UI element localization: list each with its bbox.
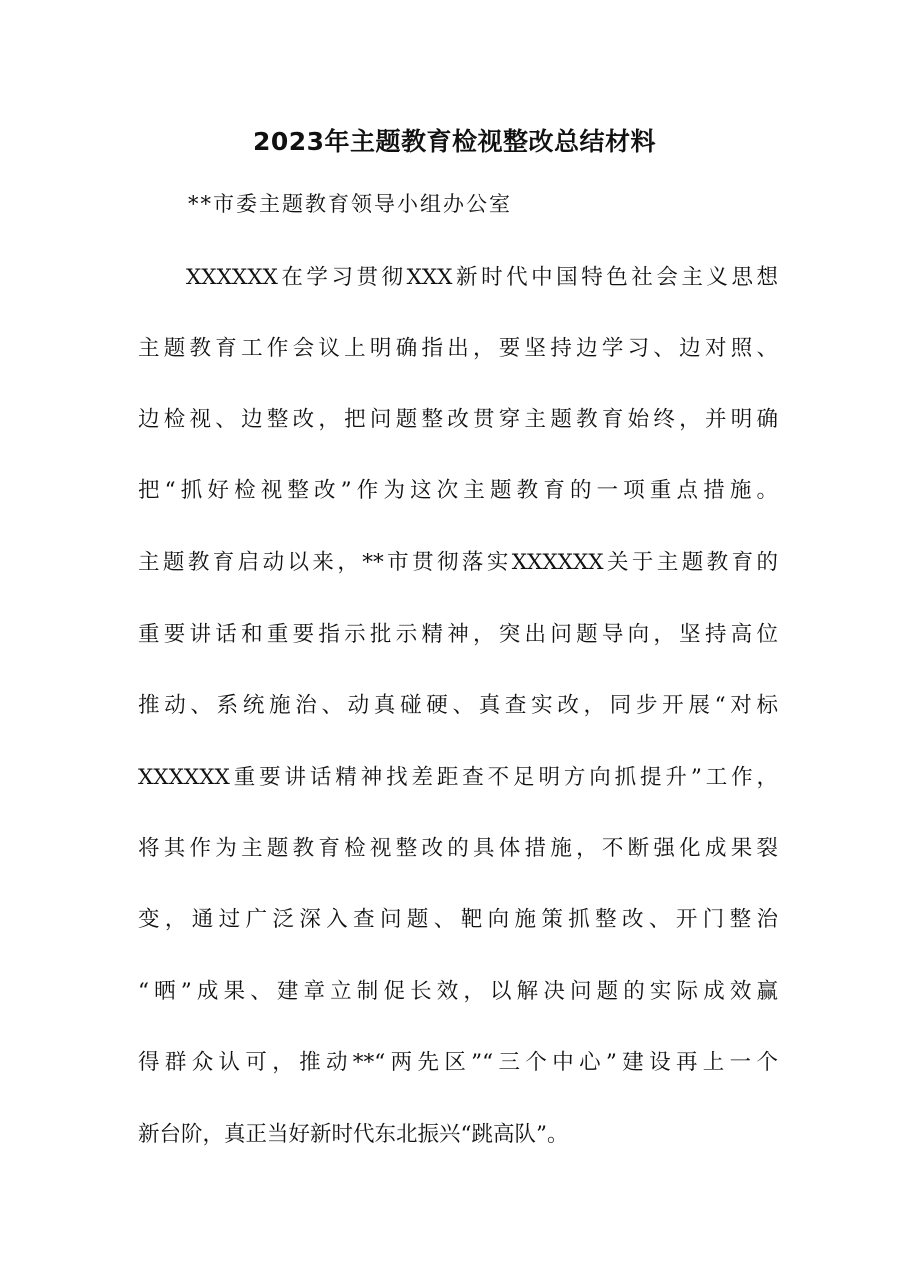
paragraph-line: 把“抓好检视整改”作为这次主题教育的一项重点措施。: [138, 478, 778, 503]
document-author: **市委主题教育领导小组办公室: [188, 192, 512, 216]
paragraph-line: 得群众认可，推动**“两先区”“三个中心”建设再上一个: [138, 1050, 778, 1075]
paragraph-line: 推动、系统施治、动真碰硬、真查实改，同步开展“对标: [138, 693, 778, 718]
paragraph-line: “晒”成果、建章立制促长效，以解决问题的实际成效赢: [138, 979, 778, 1004]
paragraph-line: XXXXXX重要讲话精神找差距查不足明方向抓提升”工作，: [138, 765, 778, 790]
paragraph-line: XXXXXX在学习贯彻XXX新时代中国特色社会主义思想: [186, 265, 778, 290]
paragraph-line: 变，通过广泛深入查问题、靶向施策抓整改、开门整治: [138, 907, 778, 932]
paragraph-line: 重要讲话和重要指示批示精神，突出问题导向，坚持高位: [138, 622, 778, 647]
paragraph-line: 边检视、边整改，把问题整改贯穿主题教育始终，并明确: [138, 407, 778, 432]
paragraph-line: 主题教育启动以来，**市贯彻落实XXXXXX关于主题教育的: [138, 550, 778, 575]
paragraph-line: 将其作为主题教育检视整改的具体措施，不断强化成果裂: [138, 836, 778, 861]
paragraph-line: 主题教育工作会议上明确指出，要坚持边学习、边对照、: [138, 336, 778, 361]
document-title: 2023年主题教育检视整改总结材料: [252, 127, 657, 156]
paragraph-line: 新台阶，真正当好新时代东北振兴“跳高队”。: [138, 1122, 569, 1147]
